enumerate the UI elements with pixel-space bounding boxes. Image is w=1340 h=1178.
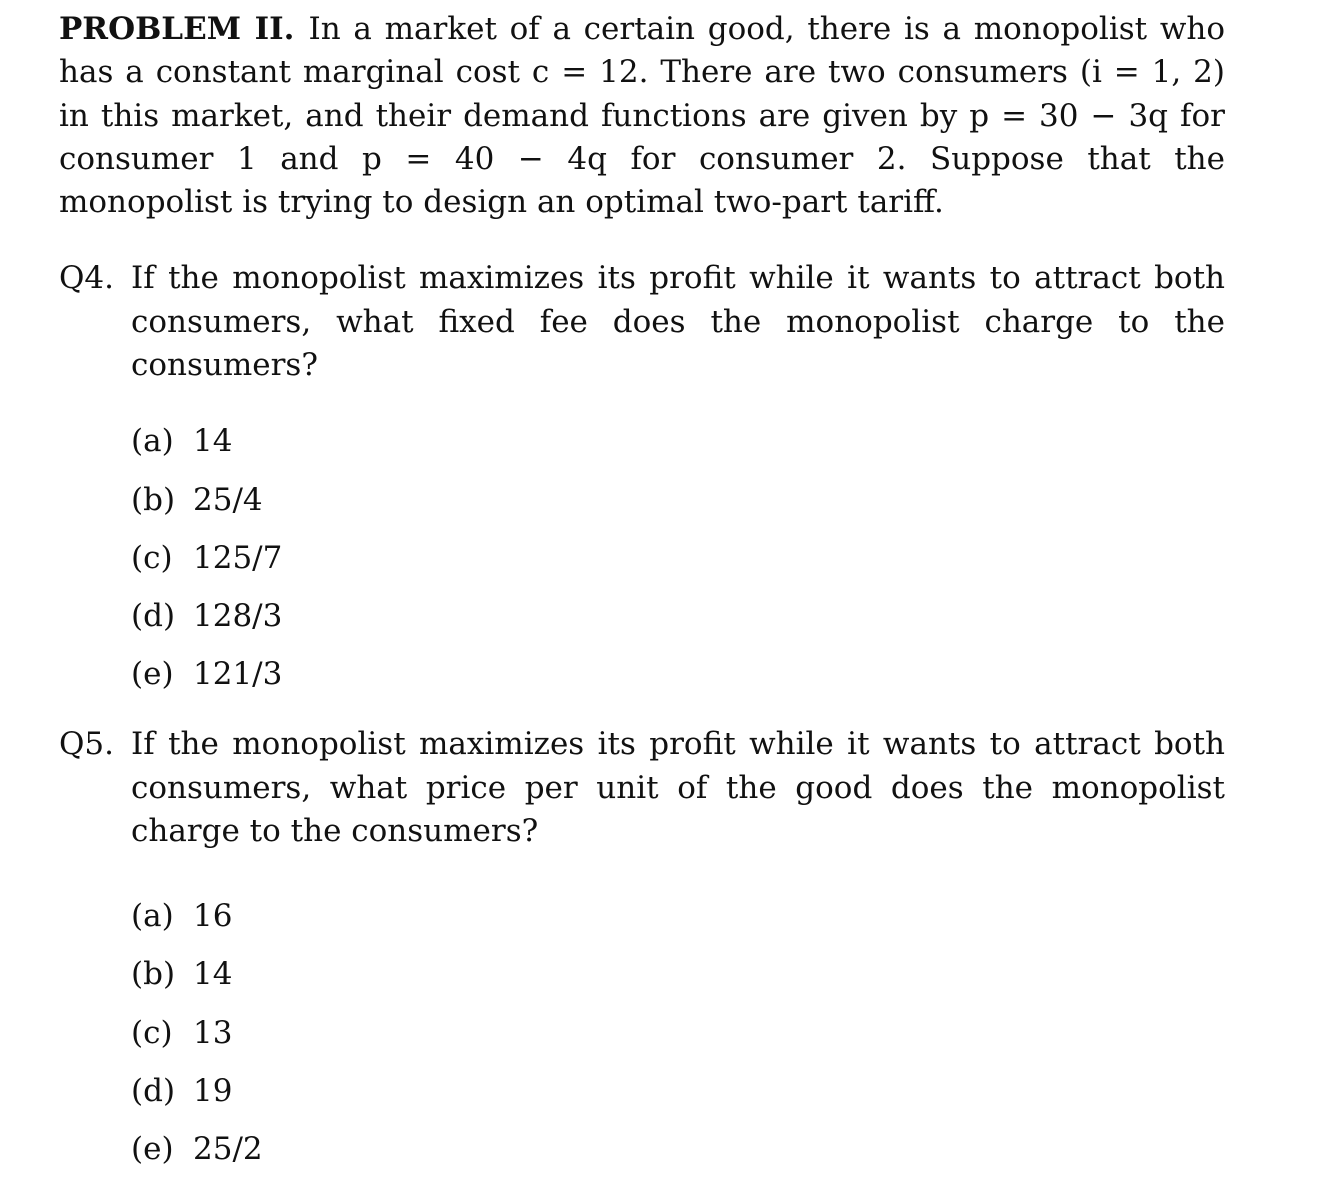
option-value: 16 xyxy=(193,898,233,935)
option-value: 14 xyxy=(193,956,233,993)
option-label: (c) xyxy=(131,1014,173,1051)
option-value: 19 xyxy=(193,1072,233,1109)
option-value: 25/2 xyxy=(193,1130,263,1167)
option-value: 121/3 xyxy=(193,656,283,693)
problem-heading: PROBLEM II. xyxy=(59,11,295,47)
q5-option-e xyxy=(131,1120,1225,1178)
option-label: (b) xyxy=(131,956,176,993)
option-value: 14 xyxy=(193,423,233,460)
option-label: (e) xyxy=(131,656,174,693)
q5-options-list xyxy=(59,887,1225,1178)
document-page xyxy=(59,8,1225,1178)
option-value: 13 xyxy=(193,1014,233,1051)
question-number: Q5. xyxy=(59,726,114,763)
q4-option-d xyxy=(131,587,1225,645)
option-label: (d) xyxy=(131,1072,176,1109)
q5-option-a xyxy=(131,887,1225,945)
problem-text: In a market of a certain good, there is a monopolist who has a constant marginal cost c = 12. There are two consumers (i = 1, 2) in this market, and their demand functions are given by p = 30 − 3q for consumer 1 and p = 40 − 4q for consumer 2. Suppose that the monopolist is trying to design an optimal two-part tariff. xyxy=(59,11,1226,221)
q4-options-list xyxy=(59,412,1225,703)
q4-option-a xyxy=(131,412,1225,470)
question-text: If the monopolist maximizes its profit while it wants to attract both consumers, what fixed fee does the monopolist charge to the consumers? xyxy=(131,260,1225,384)
q5-option-c xyxy=(131,1004,1225,1062)
option-label: (a) xyxy=(131,898,174,935)
q4-option-c xyxy=(131,529,1225,587)
option-value: 125/7 xyxy=(193,539,283,576)
option-label: (b) xyxy=(131,481,176,518)
option-label: (d) xyxy=(131,597,176,634)
question-q4 xyxy=(59,257,1225,387)
q4-option-b xyxy=(131,471,1225,529)
question-number: Q4. xyxy=(59,260,114,297)
question-text: If the monopolist maximizes its profit while it wants to attract both consumers, what price per unit of the good does the monopolist charge to the consumers? xyxy=(131,726,1225,849)
q4-option-e xyxy=(131,645,1225,703)
problem-statement xyxy=(59,8,1225,224)
option-label: (c) xyxy=(131,539,173,576)
q5-option-b xyxy=(131,945,1225,1003)
option-value: 25/4 xyxy=(193,481,263,518)
option-label: (e) xyxy=(131,1130,174,1167)
q5-option-d xyxy=(131,1062,1225,1120)
option-value: 128/3 xyxy=(193,597,283,634)
option-label: (a) xyxy=(131,423,174,460)
question-q5 xyxy=(59,723,1225,853)
